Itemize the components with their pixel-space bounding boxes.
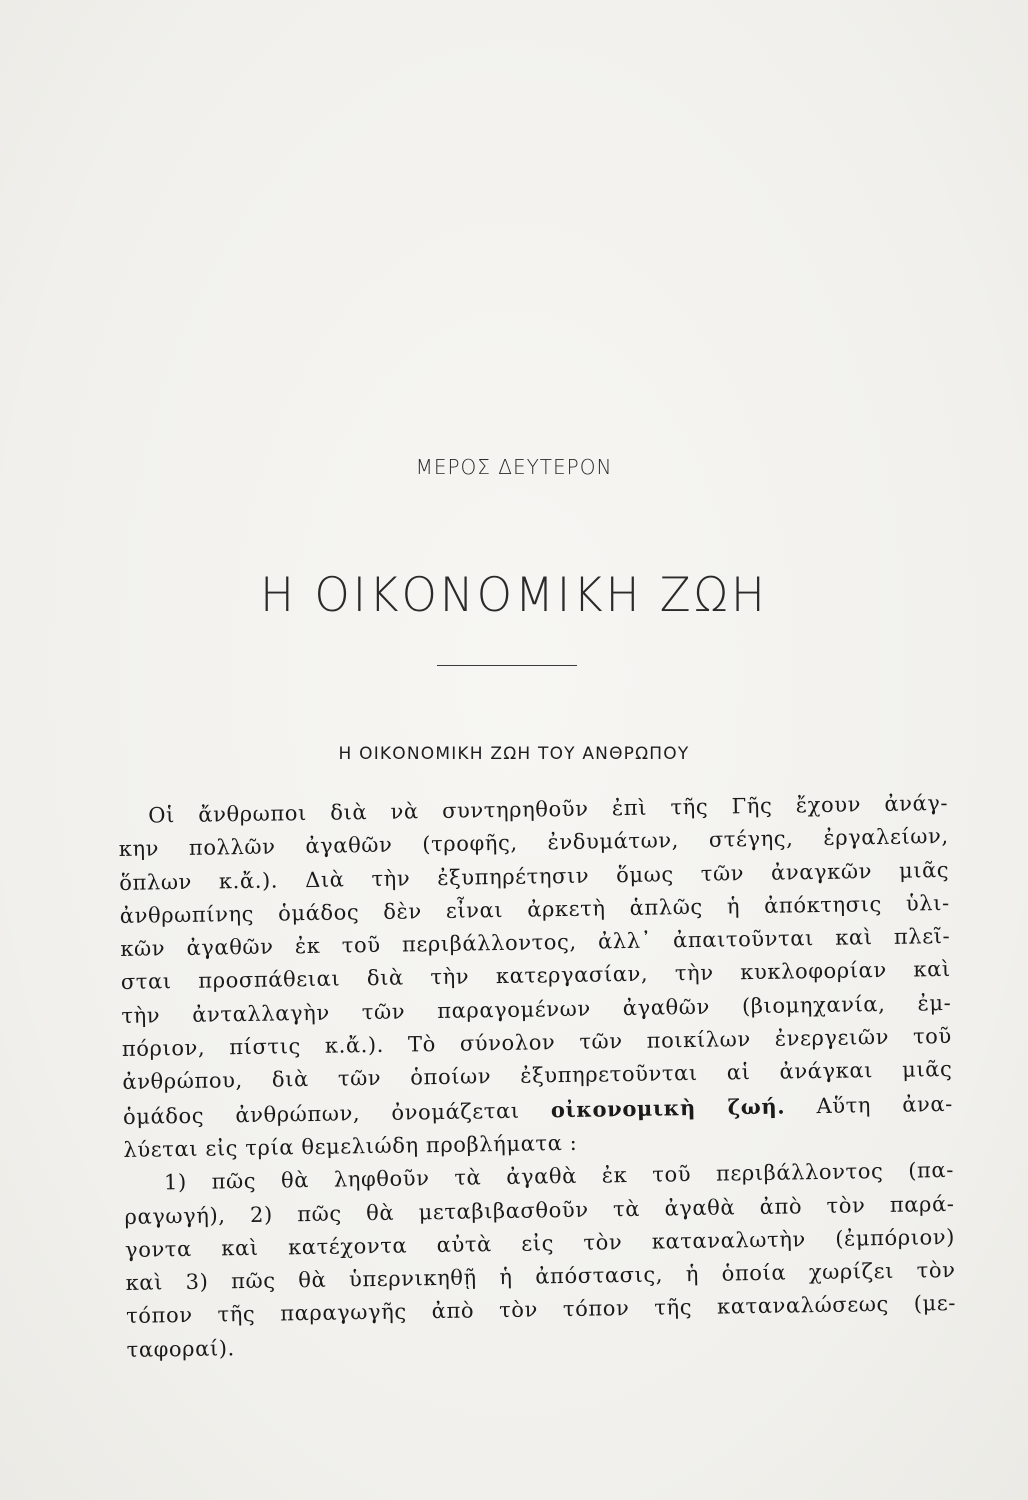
body-paragraph xyxy=(118,787,957,1367)
main-title: Η ΟΙΚΟΝΟΜΙΚΗ ΖΩΗ xyxy=(260,566,768,623)
key-term: οἰκονομικὴ ζωή. xyxy=(550,1093,786,1122)
list-line: 1) πῶς θὰ ληφθοῦν τὰ ἀγαθὰ ἐκ τοῦ περιβάλλοντος (πα- xyxy=(163,1158,955,1195)
text-line: κην πολλῶν ἀγαθῶν (τροφῆς, ἐνδυμάτων, στέγης, ἐργαλείων, xyxy=(118,824,949,862)
text-line: κῶν ἀγαθῶν ἐκ τοῦ περιβάλλοντος, ἀλλ᾽ ἀπαιτοῦνται καὶ πλεῖ- xyxy=(120,924,951,962)
text-line: ἀνθρώπου, διὰ τῶν ὁποίων ἐξυπηρετοῦνται αἱ ἀνάγκαι μιᾶς xyxy=(122,1057,953,1095)
text-line: ἀνθρωπίνης ὁμάδος δὲν εἶναι ἀρκετὴ ἁπλῶς ἡ ἀπόκτησις ὑλι- xyxy=(119,890,950,928)
list-line: τόπον τῆς παραγωγῆς ἀπὸ τὸν τόπον τῆς καταναλώσεως (με- xyxy=(125,1291,957,1329)
list-line: ταφοραί). xyxy=(126,1335,235,1362)
text-segment: ὁμάδος ἀνθρώπων, ὀνομάζεται xyxy=(122,1097,552,1129)
text-line: λύεται εἰς τρία θεμελιώδη προβλήματα : xyxy=(123,1130,578,1162)
section-heading: Η ΟΙΚΟΝΟΜΙΚΗ ΖΩΗ ΤΟΥ ΑΝΘΡΩΠΟΥ xyxy=(338,744,690,764)
text-line: σται προσπάθειαι διὰ τὴν κατεργασίαν, τὴν κυκλοφορίαν καὶ xyxy=(120,957,951,995)
list-line: καὶ 3) πῶς θὰ ὑπερνικηθῇ ἡ ἀπόστασις, ἡ ὁποία χωρίζει τὸν xyxy=(125,1258,956,1296)
text-line: τὴν ἀνταλλαγὴν τῶν παραγομένων ἀγαθῶν (βιομηχανία, ἐμ- xyxy=(121,990,952,1028)
list-line: ραγωγή), 2) πῶς θὰ μεταβιβασθοῦν τὰ ἀγαθὰ ἀπὸ τὸν παρά- xyxy=(124,1191,955,1229)
list-line: γοντα καὶ κατέχοντα αὐτὰ εἰς τὸν καταναλωτὴν (ἐμπόριον) xyxy=(124,1224,956,1262)
text-line: Οἱ ἄνθρωποι διὰ νὰ συντηρηθοῦν ἐπὶ τῆς Γῆς ἔχουν ἀνάγ- xyxy=(148,790,949,828)
text-line: ὅπλων κ.ἄ.). Διὰ τὴν ἐξυπηρέτησιν ὅμως τῶν ἀναγκῶν μιᾶς xyxy=(119,857,950,895)
part-label: ΜΕΡΟΣ ΔΕΥΤΕΡΟΝ xyxy=(415,455,613,479)
text-line: πόριον, πίστις κ.ἄ.). Τὸ σύνολον τῶν ποικίλων ἐνεργειῶν τοῦ xyxy=(121,1024,952,1062)
title-divider xyxy=(437,665,577,666)
text-segment: Αὕτη ἀνα- xyxy=(785,1091,954,1119)
